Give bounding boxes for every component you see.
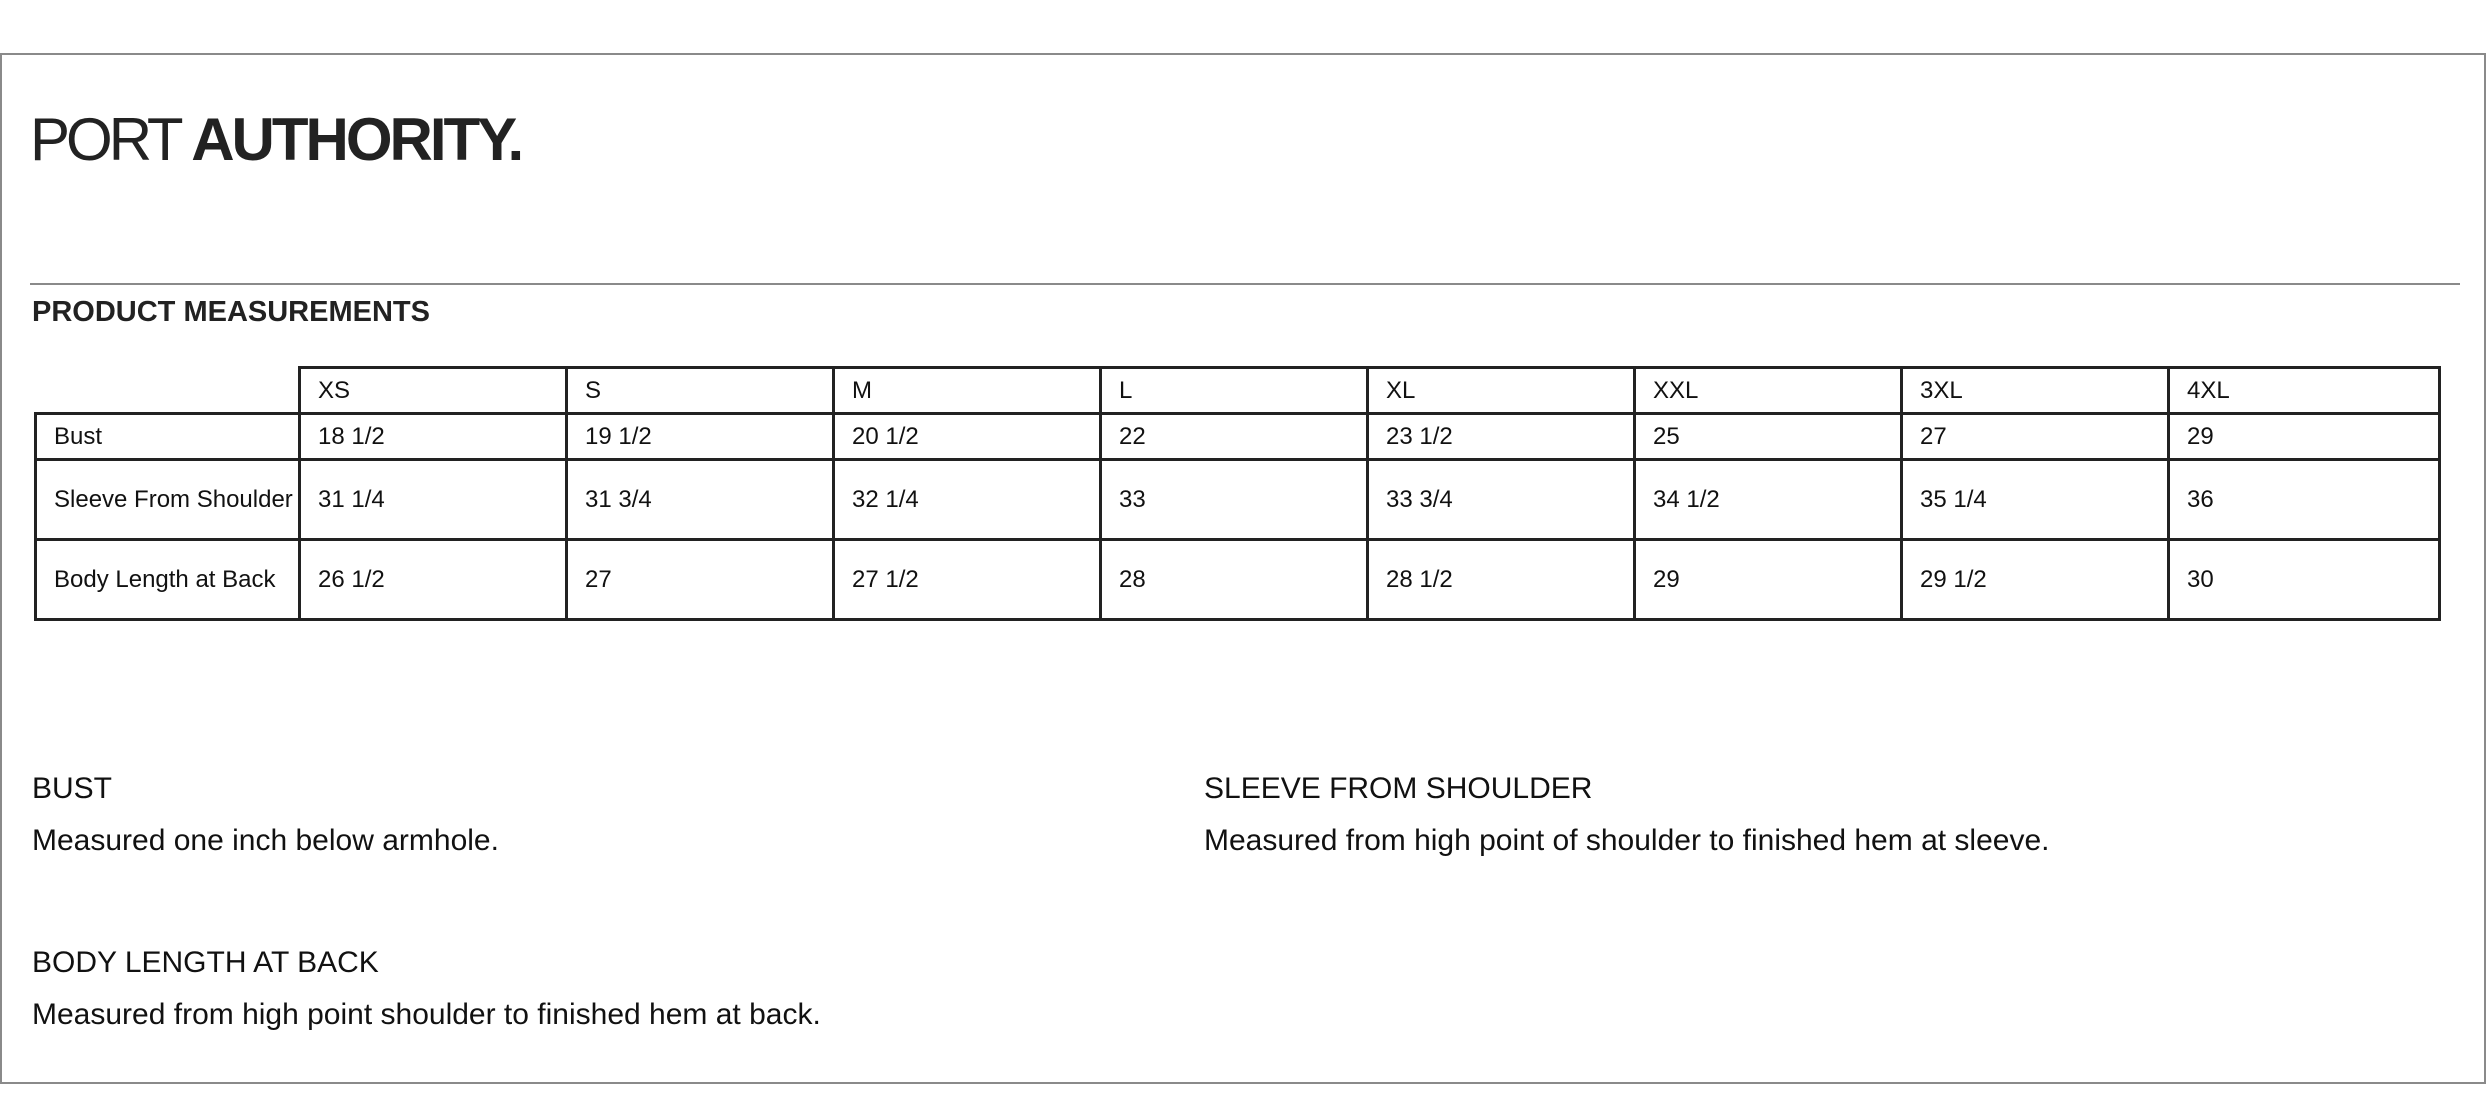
- size-header: XL: [1368, 368, 1635, 414]
- table-cell: 27: [1902, 414, 2169, 460]
- table-row: [36, 414, 2440, 460]
- size-header: XXL: [1635, 368, 1902, 414]
- spec-sheet: [0, 53, 2486, 1084]
- table-cell: 33: [1101, 460, 1368, 540]
- row-label: Bust: [36, 414, 300, 460]
- size-header: M: [834, 368, 1101, 414]
- table-cell: 28 1/2: [1368, 540, 1635, 620]
- header-corner: [36, 368, 300, 414]
- table-cell: 27: [567, 540, 834, 620]
- table-cell: 36: [2169, 460, 2440, 540]
- definition-description: Measured one inch below armhole.: [32, 824, 499, 857]
- table-cell: 31 1/4: [300, 460, 567, 540]
- size-header: S: [567, 368, 834, 414]
- header-divider: [30, 283, 2460, 285]
- table-cell: 30: [2169, 540, 2440, 620]
- table-cell: 29: [2169, 414, 2440, 460]
- table-cell: 33 3/4: [1368, 460, 1635, 540]
- measurements-table: [34, 366, 2441, 621]
- section-title: PRODUCT MEASUREMENTS: [32, 296, 430, 328]
- table-cell: 32 1/4: [834, 460, 1101, 540]
- table-cell: 31 3/4: [567, 460, 834, 540]
- table-cell: 25: [1635, 414, 1902, 460]
- row-label: Sleeve From Shoulder: [36, 460, 300, 540]
- size-header: L: [1101, 368, 1368, 414]
- size-header: XS: [300, 368, 567, 414]
- definition-body-length: [32, 945, 821, 1033]
- table-cell: 27 1/2: [834, 540, 1101, 620]
- row-label: Body Length at Back: [36, 540, 300, 620]
- table-cell: 20 1/2: [834, 414, 1101, 460]
- logo-text-authority: AUTHORITY.: [191, 106, 522, 173]
- definition-term: BUST: [32, 772, 113, 805]
- table-header-row: [36, 368, 2440, 414]
- brand-logo: [30, 106, 522, 173]
- table-cell: 19 1/2: [567, 414, 834, 460]
- definition-description: Measured from high point shoulder to finished hem at back.: [32, 998, 821, 1031]
- table-cell: 29 1/2: [1902, 540, 2169, 620]
- table-cell: 28: [1101, 540, 1368, 620]
- table-row: [36, 460, 2440, 540]
- definition-sleeve: [1204, 771, 2049, 859]
- table-cell: 34 1/2: [1635, 460, 1902, 540]
- table-cell: 26 1/2: [300, 540, 567, 620]
- table-cell: 35 1/4: [1902, 460, 2169, 540]
- table-cell: 29: [1635, 540, 1902, 620]
- table-row: [36, 540, 2440, 620]
- size-header: 4XL: [2169, 368, 2440, 414]
- definition-description: Measured from high point of shoulder to finished hem at sleeve.: [1204, 824, 2050, 857]
- size-header: 3XL: [1902, 368, 2169, 414]
- logo-text-port: PORT: [30, 106, 179, 173]
- table-cell: 18 1/2: [300, 414, 567, 460]
- definition-term: SLEEVE FROM SHOULDER: [1204, 772, 1593, 805]
- table-cell: 23 1/2: [1368, 414, 1635, 460]
- definition-bust: [32, 771, 499, 859]
- table-cell: 22: [1101, 414, 1368, 460]
- definition-term: BODY LENGTH AT BACK: [32, 946, 379, 979]
